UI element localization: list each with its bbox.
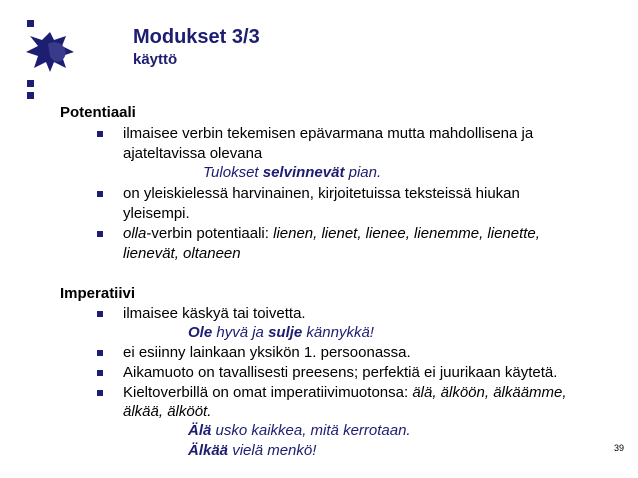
bullet-text-continued: lienevät, oltaneen	[123, 245, 241, 262]
section-heading-potentiaali: Potentiaali	[60, 104, 136, 121]
bullet-text: ilmaisee verbin tekemisen epävarmana mutta mahdollisena ja	[123, 125, 534, 142]
slide-subtitle: käyttö	[133, 51, 178, 68]
bullet-text: olla-verbin potentiaali: lienen, lienet, lienee, lienemme, lienette,	[123, 225, 540, 242]
bullet-icon	[97, 231, 103, 237]
section-heading-imperatiivi: Imperatiivi	[60, 285, 136, 302]
example-sentence: Tulokset selvinnevät pian.	[203, 164, 382, 181]
bullet-icon	[97, 131, 103, 137]
bullet-text: Kieltoverbillä on omat imperatiivimuotonsa: älä, älköön, älkäämme,	[123, 384, 567, 401]
example-sentence: Älä usko kaikkea, mitä kerrotaan.	[188, 422, 411, 439]
bullet-icon	[97, 370, 103, 376]
example-sentence: Älkää vielä menkö!	[188, 442, 317, 459]
bullet-icon	[97, 350, 103, 356]
slide-title: Modukset 3/3	[133, 26, 260, 48]
bullet-text-continued: yleisempi.	[123, 205, 190, 222]
bullet-text: ilmaisee käskyä tai toivetta.	[123, 305, 306, 322]
bullet-text: on yleiskielessä harvinainen, kirjoitetuissa teksteissä hiukan	[123, 185, 520, 202]
bullet-icon	[97, 390, 103, 396]
page-number: 39	[613, 443, 624, 453]
bullet-text: Aikamuoto on tavallisesti preesens; perfektiä ei juurikaan käytetä.	[123, 364, 558, 381]
bullet-icon	[97, 191, 103, 197]
example-sentence: Ole hyvä ja sulje kännykkä!	[188, 324, 374, 341]
bullet-text-continued: ajateltavissa olevana	[123, 145, 263, 162]
bullet-text-continued: älkää, älkööt.	[123, 403, 212, 420]
bullet-icon	[97, 311, 103, 317]
university-logo	[20, 18, 80, 100]
bullet-text: ei esiinny lainkaan yksikön 1. persoonassa.	[123, 344, 411, 361]
